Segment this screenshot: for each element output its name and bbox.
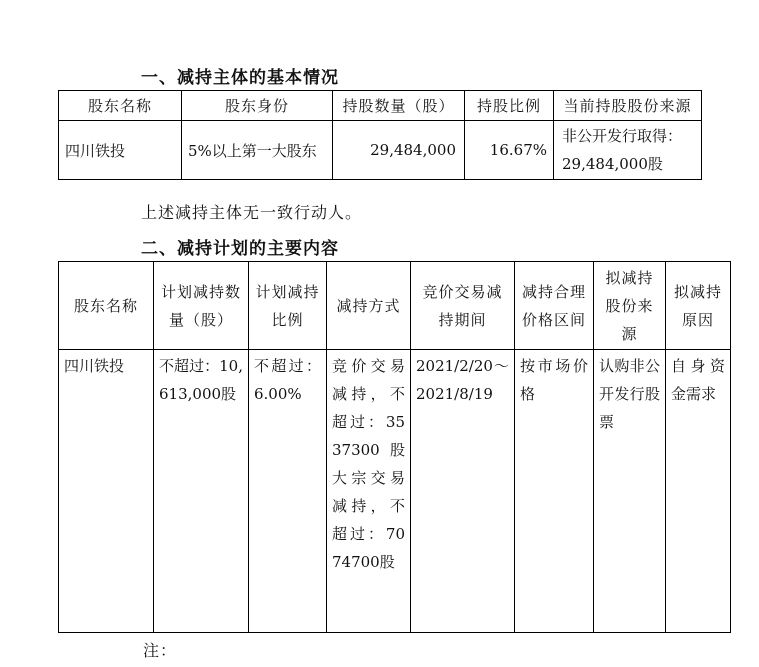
shareholder-identity: 5%以上第一大股东	[182, 121, 333, 180]
header-cell: 股东身份	[182, 91, 333, 121]
section1-title: 一、减持主体的基本情况	[141, 68, 339, 88]
shareholder-name: 四川铁投	[59, 350, 154, 633]
header-cell: 股东名称	[59, 91, 182, 121]
header-cell: 股东名称	[59, 262, 154, 350]
header-cell: 计划减持比例	[249, 262, 327, 350]
reduction-period: 2021/2/20～2021/8/19	[411, 350, 515, 633]
reduction-method: 竞价交易减持，不超过：3537300股 大宗交易减持，不超过：7074700股	[327, 350, 411, 633]
table-row	[59, 350, 731, 633]
share-source: 认购非公开发行股票	[594, 350, 666, 633]
header-cell: 竞价交易减持期间	[411, 262, 515, 350]
header-cell: 持股数量（股）	[333, 91, 465, 121]
holding-ratio: 16.67%	[465, 121, 554, 180]
table-header-row	[59, 91, 702, 121]
table-row	[59, 121, 702, 180]
header-cell: 拟减持股份来源	[594, 262, 666, 350]
header-cell: 计划减持数量（股）	[154, 262, 249, 350]
note-label: 注：	[143, 641, 178, 660]
price-range: 按市场价格	[515, 350, 594, 633]
header-cell: 减持方式	[327, 262, 411, 350]
shareholder-basic-table	[58, 90, 702, 180]
reduction-reason: 自身资金需求	[666, 350, 731, 633]
header-cell: 当前持股股份来源	[554, 91, 702, 121]
header-cell: 减持合理价格区间	[515, 262, 594, 350]
header-cell: 持股比例	[465, 91, 554, 121]
no-concerted-parties-statement: 上述减持主体无一致行动人。	[141, 203, 363, 222]
shares-held: 29,484,000	[333, 121, 465, 180]
section2-title: 二、减持计划的主要内容	[141, 239, 339, 259]
share-source: 非公开发行取得：29,484,000股	[554, 121, 702, 180]
header-cell: 拟减持原因	[666, 262, 731, 350]
planned-quantity: 不超过：10,613,000股	[154, 350, 249, 633]
shareholder-name: 四川铁投	[59, 121, 182, 180]
reduction-plan-table	[58, 261, 731, 633]
table-header-row	[59, 262, 731, 350]
planned-ratio: 不超过：6.00%	[249, 350, 327, 633]
